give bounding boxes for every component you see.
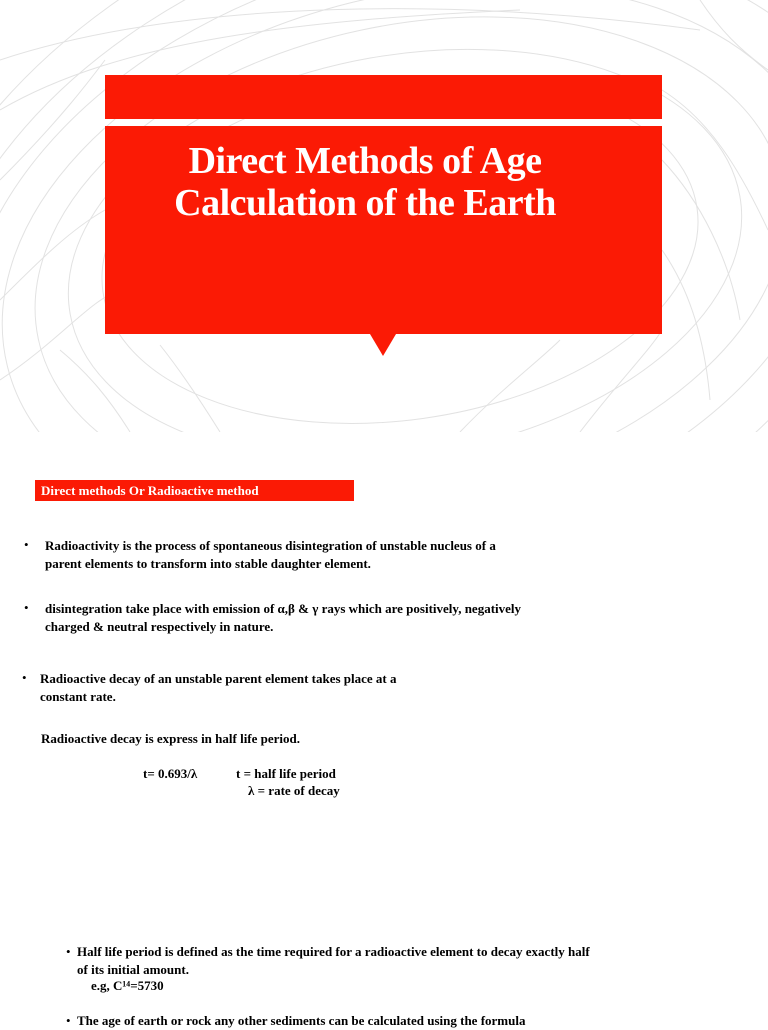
- bullet-text-line: charged & neutral respectively in nature.: [45, 619, 274, 634]
- bullet-text-line: disintegration take place with emission of α,β & γ rays which are positively, negatively: [45, 601, 522, 616]
- header-accent-bar: [105, 75, 662, 119]
- bullet-age-formula: The age of earth or rock any other sediments can be calculated using the formula: [77, 1013, 526, 1028]
- section-heading: Direct methods Or Radioactive method: [35, 480, 354, 501]
- title-slide: [0, 0, 768, 432]
- bullet-marker: •: [22, 670, 27, 685]
- half-life-example: e.g, C¹⁴=5730: [91, 978, 164, 993]
- bullet-disintegration: [45, 600, 521, 636]
- bullet-text-line: Radioactive decay of an unstable parent element takes place at a: [40, 671, 397, 686]
- half-life-formula: t= 0.693/λ: [143, 766, 198, 781]
- bullet-marker: •: [24, 600, 29, 615]
- half-life-intro: Radioactive decay is express in half life period.: [41, 731, 301, 746]
- slide-title-line-1: Direct Methods of Age: [188, 140, 542, 182]
- bullet-marker: •: [24, 537, 29, 552]
- bullet-half-life-definition: [77, 943, 590, 979]
- title-box-pointer: [370, 334, 396, 356]
- bullet-text-line: of its initial amount.: [77, 962, 189, 977]
- slide-title: [105, 140, 625, 224]
- slide-title-line-2: Calculation of the Earth: [174, 182, 556, 224]
- bullet-radioactivity: [45, 537, 496, 573]
- bullet-marker: •: [66, 1013, 71, 1028]
- bullet-text-line: constant rate.: [40, 689, 116, 704]
- bullet-decay-rate: [40, 670, 397, 706]
- bullet-text-line: Half life period is defined as the time required for a radioactive element to decay exactly half: [77, 944, 590, 959]
- bullet-marker: •: [66, 944, 71, 959]
- bullet-text-line: Radioactivity is the process of spontaneous disintegration of unstable nucleus of a: [45, 538, 496, 553]
- formula-definition-lambda: λ = rate of decay: [248, 783, 340, 798]
- formula-definition-t: t = half life period: [236, 766, 336, 781]
- bullet-text-line: parent elements to transform into stable daughter element.: [45, 556, 371, 571]
